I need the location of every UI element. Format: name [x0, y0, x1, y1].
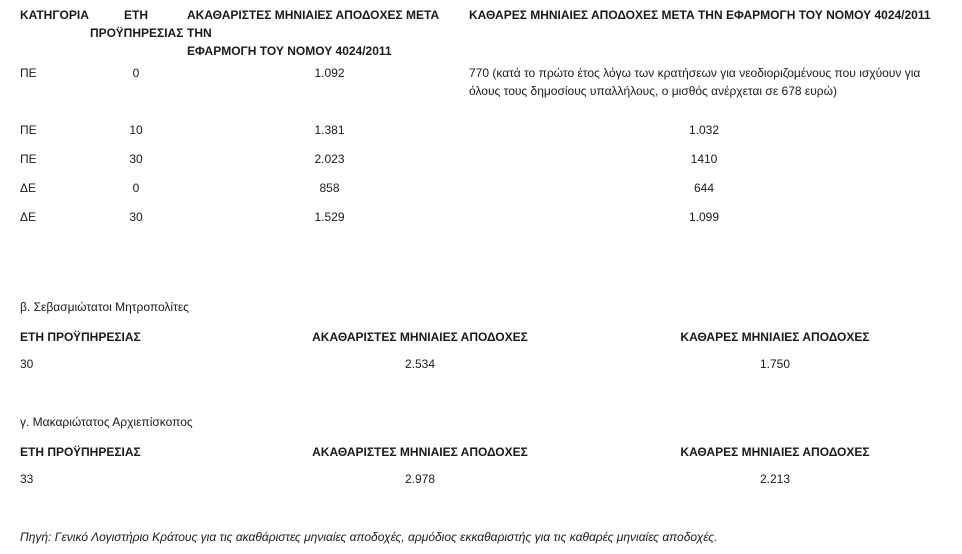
- metropolitans-years: 30: [20, 357, 34, 371]
- header-years-line1: ΕΤΗ: [124, 8, 148, 22]
- row-2-category: ΠΕ: [20, 152, 37, 166]
- row-2-net: 1410: [690, 152, 718, 166]
- archbishop-header-years: ΕΤΗ ΠΡΟΫΠΗΡΕΣΙΑΣ: [20, 445, 141, 459]
- metropolitans-header-gross: ΑΚΑΘΑΡΙΣΤΕΣ ΜΗΝΙΑΙΕΣ ΑΠΟΔΟΧΕΣ: [312, 330, 528, 344]
- row-1-net: 1.032: [688, 123, 720, 137]
- row-1-years: 10: [129, 123, 143, 137]
- header-gross-line1: ΑΚΑΘΑΡΙΣΤΕΣ ΜΗΝΙΑΙΕΣ ΑΠΟΔΟΧΕΣ ΜΕΤΑ ΤΗΝ: [187, 8, 440, 40]
- header-net: ΚΑΘΑΡΕΣ ΜΗΝΙΑΙΕΣ ΑΠΟΔΟΧΕΣ ΜΕΤΑ ΤΗΝ ΕΦΑΡΜΟΓΗ ΤΟΥ ΝΟΜΟΥ 4024/2011: [469, 8, 931, 22]
- archbishop-net: 2.213: [759, 472, 791, 486]
- row-3-category: ΔΕ: [20, 181, 37, 195]
- row-1-category: ΠΕ: [20, 123, 37, 137]
- row-0-years: 0: [132, 66, 140, 80]
- header-category: ΚΑΤΗΓΟΡΙΑ: [20, 8, 89, 22]
- archbishop-header-gross: ΑΚΑΘΑΡΙΣΤΕΣ ΜΗΝΙΑΙΕΣ ΑΠΟΔΟΧΕΣ: [312, 445, 528, 459]
- archbishop-gross: 2.978: [404, 472, 436, 486]
- row-4-gross: 1.529: [314, 210, 345, 224]
- row-3-years: 0: [132, 181, 140, 195]
- row-0-category: ΠΕ: [20, 66, 37, 80]
- header-years: [90, 6, 182, 42]
- archbishop-header-net: ΚΑΘΑΡΕΣ ΜΗΝΙΑΙΕΣ ΑΠΟΔΟΧΕΣ: [680, 445, 870, 459]
- header-gross: [187, 6, 467, 60]
- header-years-line2: ΠΡΟΫΠΗΡΕΣΙΑΣ: [90, 26, 184, 40]
- row-1-gross: 1.381: [314, 123, 345, 137]
- metropolitans-gross: 2.534: [404, 357, 436, 371]
- metropolitans-title: β. Σεβασμιώτατοι Μητροπολίτες: [20, 300, 189, 314]
- row-2-gross: 2.023: [314, 152, 345, 166]
- metropolitans-net: 1.750: [759, 357, 791, 371]
- archbishop-title: γ. Μακαριώτατος Αρχιεπίσκοπος: [20, 415, 193, 429]
- row-2-years: 30: [129, 152, 143, 166]
- archbishop-years: 33: [20, 472, 34, 486]
- row-4-years: 30: [129, 210, 143, 224]
- row-0-net-note: 770 (κατά το πρώτο έτος λόγω των κρατήσεων για νεοδιοριζομένους που ισχύουν για όλους τους δημοσίους υπαλλήλους, ο μισθός ανέρχεται σε 678 ευρώ): [469, 66, 921, 98]
- row-4-category: ΔΕ: [20, 210, 37, 224]
- metropolitans-header-net: ΚΑΘΑΡΕΣ ΜΗΝΙΑΙΕΣ ΑΠΟΔΟΧΕΣ: [680, 330, 870, 344]
- header-gross-line2: ΕΦΑΡΜΟΓΗ ΤΟΥ ΝΟΜΟΥ 4024/2011: [187, 44, 392, 58]
- row-3-gross: 858: [319, 181, 340, 195]
- row-3-net: 644: [693, 181, 715, 195]
- metropolitans-header-years: ΕΤΗ ΠΡΟΫΠΗΡΕΣΙΑΣ: [20, 330, 141, 344]
- row-0-gross: 1.092: [314, 66, 345, 80]
- row-4-net: 1.099: [688, 210, 720, 224]
- source-note: Πηγή: Γενικό Λογιστήριο Κράτους για τις ακαθάριστες μηνιαίες αποδοχές, αρμόδιος εκκαθαριστής για τις καθαρές μηνιαίες αποδοχές.: [20, 530, 718, 544]
